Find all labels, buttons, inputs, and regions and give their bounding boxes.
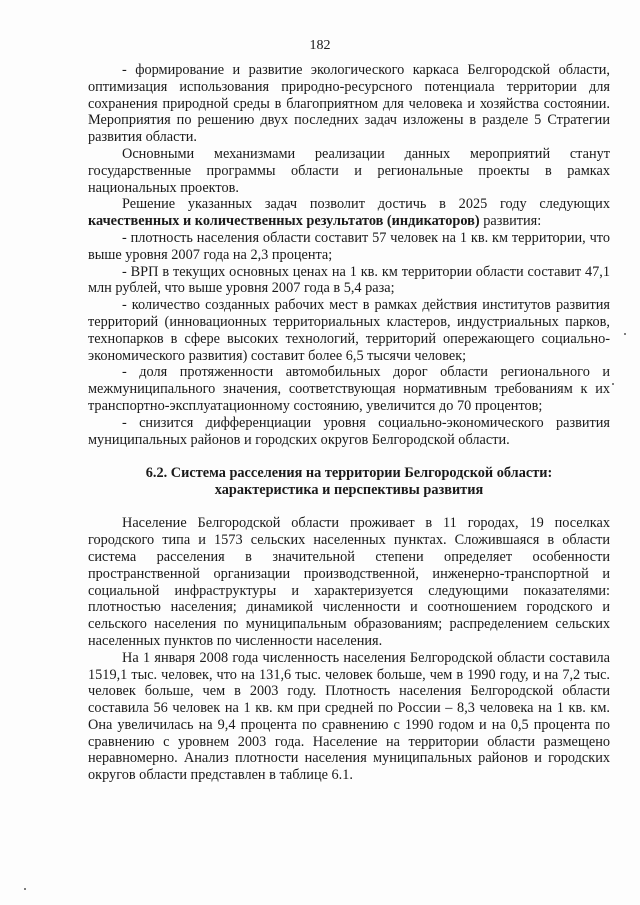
bullet-differentiation: - снизится дифференциации уровня социально-экономического развития муниципальных районов и городских округов Белгородской области. [88,414,610,448]
bullet-population-density: - плотность населения области составит 57 человек на 1 кв. км территории, что выше уровня 2007 года на 2,3 процента; [88,229,610,263]
margin-mark [24,888,26,890]
bullet-grp: - ВРП в текущих основных ценах на 1 кв. км территории области составит 47,1 млн рублей, что выше уровня 2007 года в 5,4 раза; [88,263,610,297]
document-body [88,62,610,784]
paragraph-results-intro [88,196,610,230]
margin-mark [612,383,614,385]
section-heading-line1: 6.2. Система расселения на территории Белгородской области: [145,465,553,482]
section-heading [88,465,610,499]
margin-mark [624,333,626,335]
paragraph-ecological-framework: - формирование и развитие экологического каркаса Белгородской области, оптимизация использования природно-ресурсного потенциала территории для сохранения природной среды в благоприятном для человека и хозяйства состоянии. Мероприятия по решению двух последних задач изложены в разделе 5 Стратегии развития области. [88,62,610,146]
results-intro-end: развития: [479,213,542,230]
paragraph-settlement: Население Белгородской области проживает в 11 городах, 19 поселках городского типа и 1573 сельских населенных пунктах. Сложившаяся в области система расселения в значительной степени определяет особенности пространственной организации производственной, инженерно-транспортной и социальной инфраструктуры и характеризуется следующими показателями: плотностью населения; динамикой численности и соотношением городского и сельского населения по муниципальным образованиям; распределением сельских населенных пунктов по численности населения. [88,515,610,649]
paragraph-population: На 1 января 2008 года численность населения Белгородской области составила 1519,1 тыс. человек, что на 131,6 тыс. человек больше, чем в 1990 году, и на 7,2 тыс. человек больше, чем в 2003 году. Плотность населения Белгородской области составила 56 человек на 1 кв. км при средней по России – 8,3 человека на 1 кв. км. Она увеличилась на 9,4 процента по сравнению с 1990 годом и на 0,5 процента по сравнению с уровнем 2003 года. Население на территории области размещено неравномерно. Анализ плотности населения муниципальных районов и городских округов области представлен в таблице 6.1. [88,649,610,784]
bullet-jobs: - количество созданных рабочих мест в рамках действия институтов развития территорий (инновационных территориальных кластеров, индустриальных парков, технопарков в сфере высоких технологий, территорий опережающего социально-экономического развития) составит более 6,5 тысячи человек; [88,297,610,364]
paragraph-mechanisms: Основными механизмами реализации данных мероприятий станут государственные программы области и региональные проекты в рамках национальных проектов. [88,145,610,196]
page-number: 182 [309,38,331,53]
results-intro-start: Решение указанных задач позволит достичь в 2025 году следующих [122,196,610,213]
bullet-roads: - доля протяженности автомобильных дорог области регионального и межмуниципального значения, соответствующая нормативным требованиям к их транспортно-эксплуатационному состоянию, увеличится до 70 процентов; [88,364,610,414]
results-intro-bold: качественных и количественных результатов (индикаторов) [88,213,480,230]
section-heading-line2: характеристика и перспективы развития [214,482,484,499]
